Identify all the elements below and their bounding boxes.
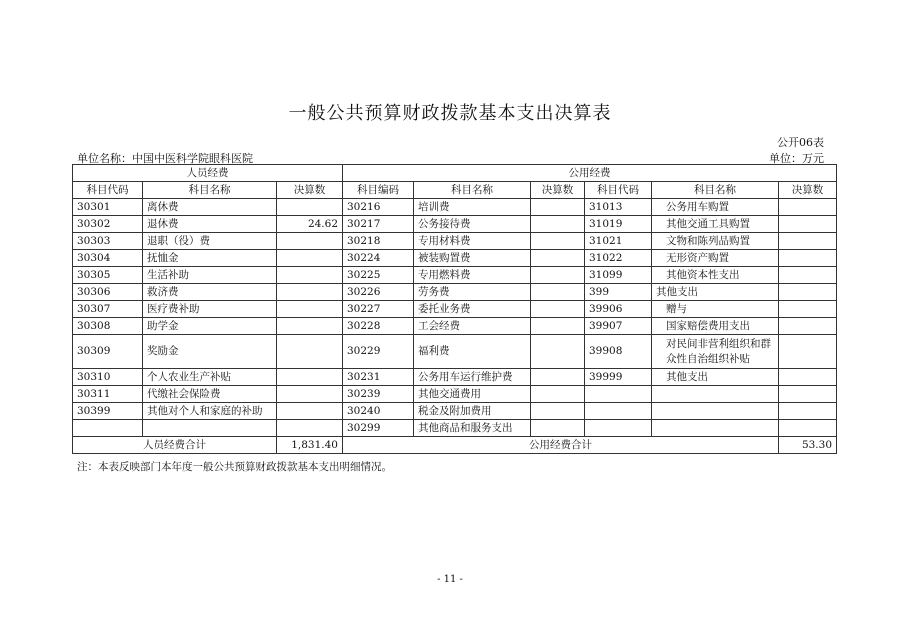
col-header-code: 科目编码 [343,182,414,199]
public-name-cell: 无形资产购置 [652,250,779,267]
personnel-total-value: 1,831.40 [277,437,343,454]
public-code-cell: 31022 [585,250,652,267]
public-name-cell: 文物和陈列品购置 [652,233,779,250]
personnel-amount-cell [277,233,343,250]
public-name-cell: 税金及附加费用 [414,403,531,420]
table-row [73,301,837,318]
personnel-name-cell: 个人农业生产补贴 [143,369,277,386]
personnel-amount-cell [277,267,343,284]
public-name-cell: 被装购置费 [414,250,531,267]
personnel-code-cell: 30305 [73,267,143,284]
group-header-row [73,165,837,182]
public-group-header: 公用经费 [343,165,837,182]
public-code-cell: 30226 [343,284,414,301]
personnel-code-cell: 30303 [73,233,143,250]
public-amount-cell [531,267,585,284]
public-amount-cell [779,420,837,437]
col-header-amount: 决算数 [531,182,585,199]
public-name-cell: 培训费 [414,199,531,216]
public-code-cell: 30224 [343,250,414,267]
personnel-code-cell: 30310 [73,369,143,386]
personnel-code-cell: 30307 [73,301,143,318]
col-header-name: 科目名称 [652,182,779,199]
table-row [73,233,837,250]
public-amount-cell [779,250,837,267]
table-row [73,335,837,369]
public-name-cell: 对民间非营利组织和群众性自治组织补贴 [652,335,779,369]
public-code-cell: 30231 [343,369,414,386]
personnel-amount-cell [277,420,343,437]
personnel-code-cell: 30306 [73,284,143,301]
public-amount-cell [531,403,585,420]
personnel-name-cell: 奖励金 [143,335,277,369]
personnel-code-cell: 30304 [73,250,143,267]
public-code-cell: 30225 [343,267,414,284]
public-code-cell: 30228 [343,318,414,335]
personnel-name-cell: 生活补助 [143,267,277,284]
public-name-cell: 公务接待费 [414,216,531,233]
personnel-total-label: 人员经费合计 [73,437,277,454]
public-amount-cell [531,250,585,267]
public-name-cell [652,420,779,437]
public-name-cell [652,403,779,420]
money-unit: 单位：万元 [769,152,824,165]
public-name-cell [652,386,779,403]
public-name-cell: 专用燃料费 [414,267,531,284]
public-amount-cell [779,386,837,403]
personnel-amount-cell [277,386,343,403]
personnel-code-cell: 30309 [73,335,143,369]
table-row [73,199,837,216]
public-name-cell: 赠与 [652,301,779,318]
public-code-cell: 39907 [585,318,652,335]
table-row [73,420,837,437]
personnel-amount-cell [277,369,343,386]
personnel-name-cell: 救济费 [143,284,277,301]
public-code-cell: 30240 [343,403,414,420]
personnel-amount-cell: 24.62 [277,216,343,233]
public-amount-cell [531,386,585,403]
personnel-name-cell: 退休费 [143,216,277,233]
personnel-amount-cell [277,199,343,216]
public-code-cell: 30229 [343,335,414,369]
public-code-cell: 39906 [585,301,652,318]
public-name-cell: 其他支出 [652,369,779,386]
col-header-code: 科目代码 [585,182,652,199]
personnel-amount-cell [277,318,343,335]
col-header-amount: 决算数 [277,182,343,199]
public-code-cell: 30218 [343,233,414,250]
personnel-code-cell [73,420,143,437]
public-name-cell: 其他交通工具购置 [652,216,779,233]
table-row [73,284,837,301]
form-number: 公开06表 [777,136,824,149]
col-header-name: 科目名称 [143,182,277,199]
personnel-group-header: 人员经费 [73,165,343,182]
personnel-amount-cell [277,301,343,318]
public-code-cell: 30216 [343,199,414,216]
public-amount-cell [531,233,585,250]
public-amount-cell [779,199,837,216]
public-amount-cell [779,301,837,318]
public-amount-cell [779,335,837,369]
public-amount-cell [779,216,837,233]
table-note: 注：本表反映部门本年度一般公共预算财政拨款基本支出明细情况。 [77,461,392,473]
public-amount-cell [779,369,837,386]
public-amount-cell [531,369,585,386]
public-amount-cell [531,199,585,216]
public-amount-cell [531,301,585,318]
expenditure-table [72,164,837,454]
public-code-cell: 31013 [585,199,652,216]
public-name-cell: 其他商品和服务支出 [414,420,531,437]
public-code-cell: 39908 [585,335,652,369]
public-name-cell: 公务用车购置 [652,199,779,216]
table-row [73,369,837,386]
public-code-cell: 399 [585,284,652,301]
personnel-code-cell: 30301 [73,199,143,216]
public-code-cell: 31021 [585,233,652,250]
public-name-cell: 其他交通费用 [414,386,531,403]
public-code-cell: 31019 [585,216,652,233]
table-row [73,216,837,233]
public-name-cell: 公务用车运行维护费 [414,369,531,386]
unit-name: 单位名称：中国中医科学院眼科医院 [77,152,253,165]
personnel-name-cell: 代缴社会保险费 [143,386,277,403]
public-amount-cell [531,284,585,301]
table-row [73,318,837,335]
public-name-cell: 工会经费 [414,318,531,335]
col-header-code: 科目代码 [73,182,143,199]
public-code-cell [585,386,652,403]
public-amount-cell [779,403,837,420]
table-row [73,403,837,420]
public-name-cell: 福利费 [414,335,531,369]
public-total-value: 53.30 [779,437,837,454]
personnel-name-cell: 退职（役）费 [143,233,277,250]
personnel-name-cell: 助学金 [143,318,277,335]
public-name-cell: 其他支出 [652,284,779,301]
totals-row [73,437,837,454]
public-total-label: 公用经费合计 [343,437,779,454]
col-header-name: 科目名称 [414,182,531,199]
public-code-cell: 39999 [585,369,652,386]
personnel-code-cell: 30399 [73,403,143,420]
page-title: 一般公共预算财政拨款基本支出决算表 [288,103,612,124]
public-amount-cell [779,284,837,301]
public-code-cell: 30217 [343,216,414,233]
table-row [73,267,837,284]
personnel-name-cell [143,420,277,437]
table-row [73,386,837,403]
public-name-cell: 劳务费 [414,284,531,301]
col-header-amount: 决算数 [779,182,837,199]
personnel-amount-cell [277,250,343,267]
table-row [73,250,837,267]
public-amount-cell [779,267,837,284]
personnel-name-cell: 其他对个人和家庭的补助 [143,403,277,420]
public-code-cell: 30299 [343,420,414,437]
public-code-cell [585,420,652,437]
personnel-name-cell: 医疗费补助 [143,301,277,318]
public-code-cell: 30239 [343,386,414,403]
public-name-cell: 委托业务费 [414,301,531,318]
public-name-cell: 国家赔偿费用支出 [652,318,779,335]
personnel-name-cell: 离休费 [143,199,277,216]
personnel-name-cell: 抚恤金 [143,250,277,267]
personnel-amount-cell [277,403,343,420]
personnel-amount-cell [277,335,343,369]
public-amount-cell [531,335,585,369]
personnel-code-cell: 30302 [73,216,143,233]
public-amount-cell [531,318,585,335]
public-amount-cell [531,216,585,233]
public-code-cell [585,403,652,420]
public-code-cell: 31099 [585,267,652,284]
public-amount-cell [779,233,837,250]
personnel-code-cell: 30308 [73,318,143,335]
page-number: - 11 - [437,574,463,585]
public-name-cell: 专用材料费 [414,233,531,250]
public-amount-cell [779,318,837,335]
personnel-code-cell: 30311 [73,386,143,403]
column-header-row [73,182,837,199]
public-code-cell: 30227 [343,301,414,318]
personnel-amount-cell [277,284,343,301]
public-amount-cell [531,420,585,437]
public-name-cell: 其他资本性支出 [652,267,779,284]
